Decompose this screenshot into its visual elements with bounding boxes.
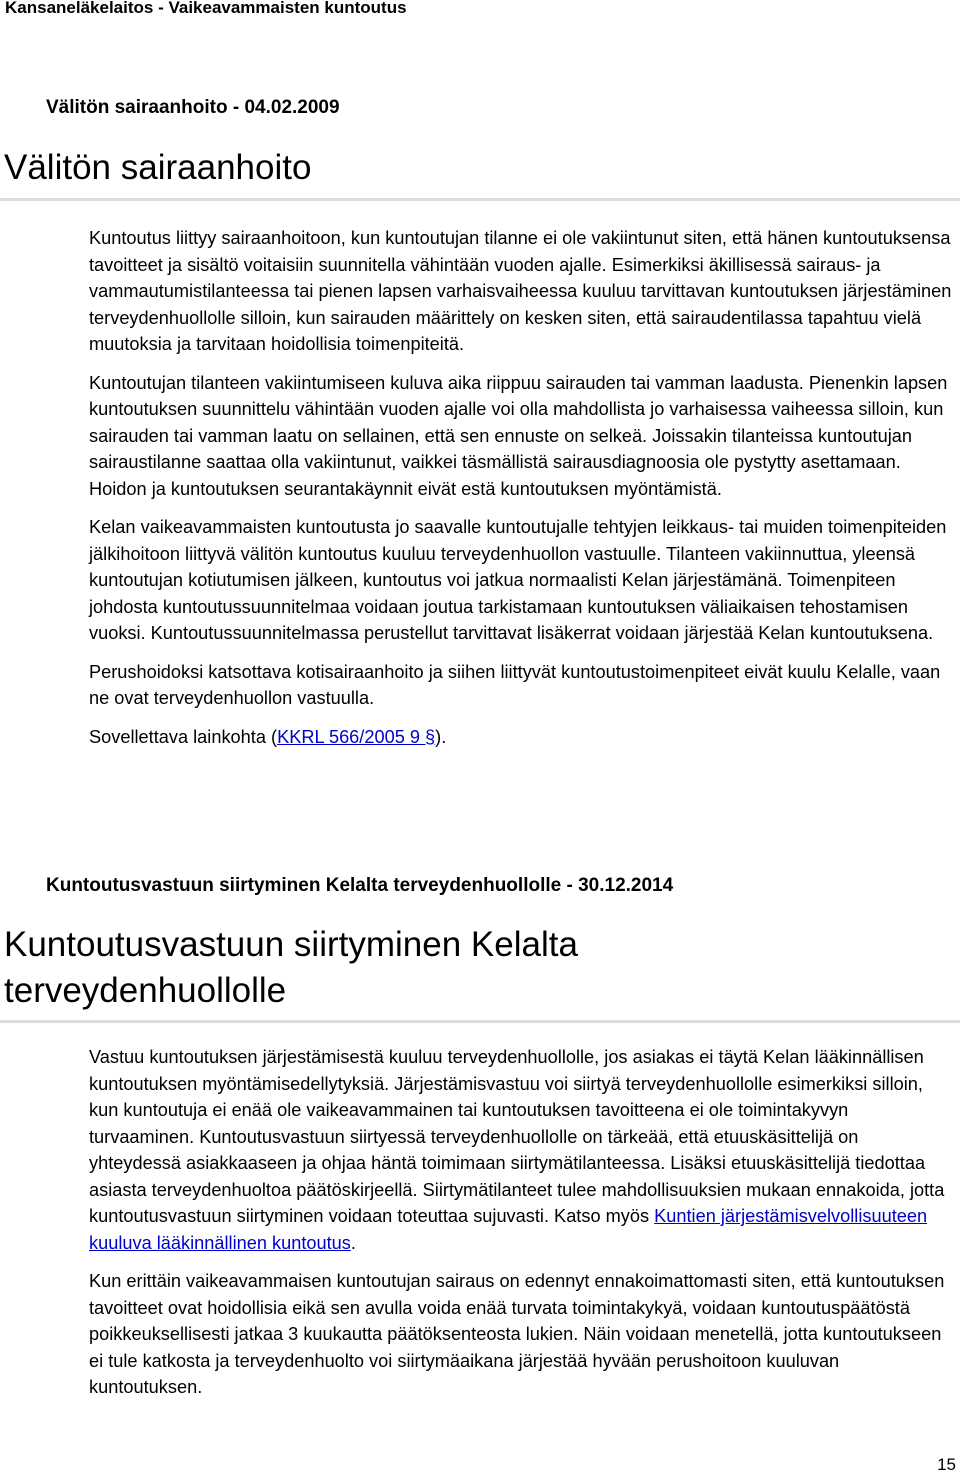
heading-divider — [0, 1020, 960, 1023]
paragraph-text: Vastuu kuntoutuksen järjestämisestä kuuluu terveydenhuollolle, jos asiakas ei täytä Kelan lääkinnällisen kuntoutuksen myöntämisedellytyksiä. Järjestämisvastuu voi siirtyä terveydenhuollolle esimerkiksi silloin, kun kuntoutuja ei enää ole vaikeavammainen tai kuntoutuksen tavoitteena ei ole toimintakyvyn turvaaminen. Kuntoutusvastuun siirtyessä terveydenhuollolle on tärkeää, että etuuskäsittelijä on yhteydessä asiakkaaseen ja ohjaa häntä toimimaan siirtymätilanteessa. Lisäksi etuuskäsittelijä tiedottaa asiasta terveydenhuoltoa päätöskirjeellä. Siirtymätilanteet tulee mahdollisuuksien mukaan ennakoida, jotta kuntoutusvastuun siirtyminen voidaan toteuttaa sujuvasti. Katso myös — [89, 1047, 945, 1226]
section-body — [89, 225, 955, 762]
paragraph: Kun erittäin vaikeavammaisen kuntoutujan sairaus on edennyt ennakoimattomasti siten, että kuntoutuksen tavoitteet ovat hoidollisia eikä sen avulla voida enää turvata toimintakykyä, voidaan kuntoutuspäätöstä poikkeuksellisesti jatkaa 3 kuukautta päätöksenteosta lukien. Näin voidaan menetellä, jotta kuntoutukseen ei tule katkosta ja terveydenhuolto voi siirtymäaikana järjestää hyvään perushoitoon kuuluvan kuntoutuksen. — [89, 1271, 945, 1397]
running-header: Kansaneläkelaitos - Vaikeavammaisten kuntoutus — [5, 0, 407, 17]
law-suffix: ). — [435, 726, 447, 747]
paragraph — [89, 1044, 955, 1256]
law-link[interactable]: KKRL 566/2005 9 § — [277, 726, 436, 747]
section-body — [89, 1044, 955, 1413]
section-subheading: Välitön sairaanhoito - 04.02.2009 — [46, 97, 340, 118]
section-title — [4, 922, 578, 1014]
law-prefix: Sovellettava lainkohta ( — [89, 726, 278, 747]
law-reference — [89, 724, 955, 751]
page-title: Välitön sairaanhoito — [4, 148, 312, 187]
section-subheading: Kuntoutusvastuun siirtyminen Kelalta terveydenhuollolle - 30.12.2014 — [46, 875, 674, 896]
section-title-line: terveydenhuollolle — [4, 971, 287, 1010]
paragraph-end: . — [350, 1232, 356, 1253]
related-link[interactable]: Kuntien järjestämisvelvollisuuteen kuuluva lääkinnällinen kuntoutus — [89, 1206, 928, 1253]
heading-divider — [0, 198, 960, 201]
paragraph: Kuntoutujan tilanteen vakiintumiseen kuluva aika riippuu sairauden tai vamman laadusta. Pienenkin lapsen kuntoutuksen suunnittelu vähintään vuoden ajalle voi olla mahdollista jo varhaisessa vaiheessa silloin, kun sairauden tai vamman laatu on sellainen, että sen ennuste on selkeä. Joissakin tilanteissa kuntoutujan sairaustilanne saattaa olla vakiintunut, vaikkei täsmällistä sairausdiagnoosia ole pystytty asettamaan. Hoidon ja kuntoutuksen seurantakäynnit eivät estä kuntoutuksen myöntämistä. — [89, 372, 948, 499]
paragraph: Kuntoutus liittyy sairaanhoitoon, kun kuntoutujan tilanne ei ole vakiintunut siten, että hänen kuntoutuksensa tavoitteet ja sisältö voitaisiin suunnitella vähintään vuoden ajalle. Esimerkiksi äkillisessä sairaus- ja vammautumistilanteessa tai pienen lapsen varhaisvaiheessa kuuluu tarvittavan kuntoutuksen järjestäminen terveydenhuollolle silloin, kun sairauden määrittely on kesken siten, että sairaudentilassa tapahtuu vielä muutoksia ja tarvitaan hoidollisia toimenpiteitä. — [89, 228, 952, 354]
paragraph: Kelan vaikeavammaisten kuntoutusta jo saavalle kuntoutujalle tehtyjen leikkaus- tai muiden toimenpiteiden jälkihoitoon liittyvä välitön kuntoutus kuuluu terveydenhuollon vastuulle. Tilanteen vakiinnuttua, yleensä kuntoutujan kotiutumisen jälkeen, kuntoutus voi jatkua normaalisti Kelan järjestämänä. Toimenpiteen johdosta kuntoutussuunnitelmaa voidaan joutua tarkistamaan kuntoutuksen väliaikaisen tehostamisen vuoksi. Kuntoutussuunnitelmassa perustellut tarvittavat lisäkerrat voidaan järjestää Kelan kuntoutuksena. — [89, 517, 947, 643]
paragraph: Perushoidoksi katsottava kotisairaanhoito ja siihen liittyvät kuntoutustoimenpiteet eivät kuulu Kelalle, vaan ne ovat terveydenhuollon vastuulla. — [89, 661, 941, 708]
page-number: 15 — [937, 1455, 956, 1474]
section-title-line: Kuntoutusvastuun siirtyminen Kelalta — [4, 925, 578, 964]
